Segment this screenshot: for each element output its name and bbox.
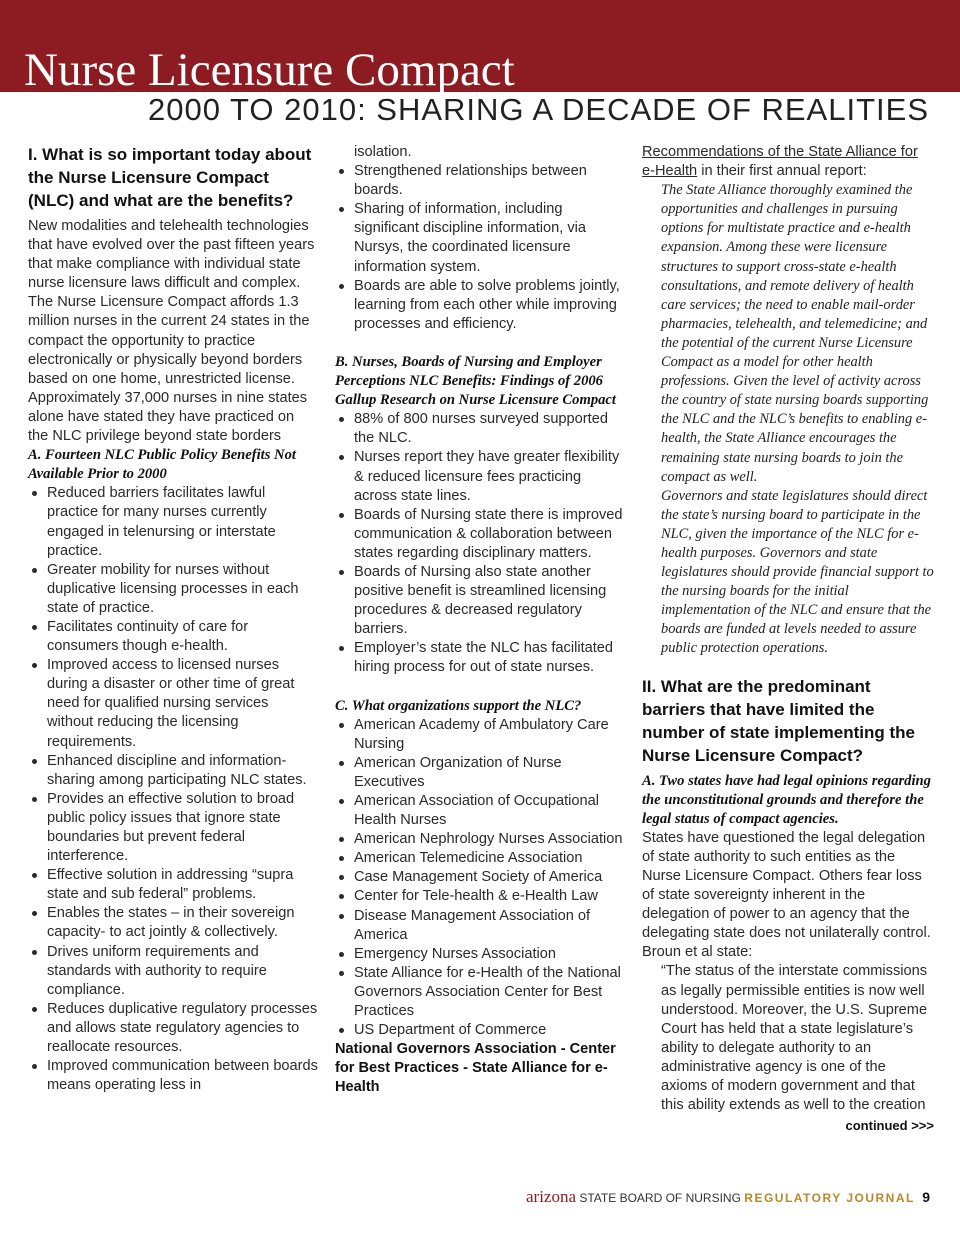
list-item: Center for Tele-health & e-Health Law [335,887,627,906]
findings-list [335,410,627,677]
list-item: Enables the states – in their sovereign capacity- to act jointly & collectively. [28,904,318,942]
list-item: Boards of Nursing state there is improved communication & collaboration between states regarding disciplinary matters. [335,506,627,563]
list-item: American Association of Occupational Health Nurses [335,792,627,830]
list-item: Enhanced discipline and information-sharing among participating NLC states. [28,752,318,790]
list-item: Strengthened relationships between boards. [335,162,627,200]
list-item: State Alliance for e-Health of the National Governors Association Center for Best Practices [335,964,627,1021]
list-item: US Department of Commerce [335,1021,627,1040]
column-2 [335,143,627,1098]
page-footer [526,1187,930,1207]
continued-label: continued >>> [845,1118,934,1134]
question-1-heading: I. What is so important today about the Nurse Licensure Compact (NLC) and what are the benefits? [28,145,312,210]
recommendations-link[interactable]: Recommendations of the State Alliance for e-Health [642,144,918,180]
list-item: Employer’s state the NLC has facilitated hiring process for out of state nurses. [335,639,627,677]
page-number: 9 [922,1189,930,1205]
list-item: Improved communication between boards means operating less in [28,1057,318,1095]
intro-paragraph: New modalities and telehealth technologies that have evolved over the past fifteen years that make compliance with individual state nurse licensure laws difficult and complex. The Nurse Licensure Compact affords 1.3 million nurses in the current 24 states in the compact the opportunity to practice electronically or physically beyond borders based on one home, unrestricted license. Approximately 37,000 nurses in nine states alone have stated they have practiced on the NLC privilege beyond state borders [28,218,315,445]
nga-heading: National Governors Association - Center for Best Practices - State Alliance for e-Health [335,1041,616,1096]
list-item: Facilitates continuity of care for consumers though e-health. [28,618,318,656]
continued-text: isolation. [354,144,412,160]
board-name: STATE BOARD OF NURSING [579,1191,741,1205]
list-item: Nurses report they have greater flexibility & reduced licensure fees practicing across state lines. [335,448,627,505]
list-item: Sharing of information, including significant discipline information, via Nursys, the coordinated licensure information system. [335,200,627,276]
section-a-heading: A. Fourteen NLC Public Policy Benefits Not Available Prior to 2000 [28,447,296,483]
list-item: Boards are able to solve problems jointly, learning from each other while improving processes and efficiency. [335,277,627,334]
section-a2-heading: A. Two states have had legal opinions regarding the unconstitutional grounds and therefore the legal status of compact agencies. [642,772,931,827]
list-item: Provides an effective solution to broad public policy issues that ignore state boundaries but prevent federal interference. [28,790,318,866]
list-item: Drives uniform requirements and standards with authority to require compliance. [28,943,318,1000]
journal-name: REGULATORY JOURNAL [744,1191,915,1205]
list-item: Reduced barriers facilitates lawful practice for many nurses currently engaged in telenursing or interstate practice. [28,484,318,560]
section-c-heading: C. What organizations support the NLC? [335,697,582,714]
benefits-list-continued [335,162,627,334]
alliance-quote-1: The State Alliance thoroughly examined the opportunities and challenges in pursuing options for multistate practice and e-health expansion. Among these were licensure structures to support cross-state e-health consultations, and remote delivery of health care services; the need to enable mail-order pharmacies, telehealth, and telemedicine; and the potential of the current Nurse Licensure Compact as a model for other health professions. Given the level of activity across the country of state nursing boards supporting the NLC and the NLC’s benefits to enabling e-health, the State Alliance encourages the remaining state nursing boards to join the compact as well. [661,182,929,485]
list-item: Improved access to licensed nurses during a disaster or other time of great need for qualified nursing services without reducing the licensing requirements. [28,656,318,751]
recommendations-intro [642,143,934,181]
list-item: Reduces duplicative regulatory processes and allows state regulatory agencies to reallocate resources. [28,1000,318,1057]
list-item: Greater mobility for nurses without duplicative licensing processes in each state of practice. [28,561,318,618]
arizona-logo: arizona [525,1187,577,1206]
list-item: Emergency Nurses Association [335,945,627,964]
page-subtitle: 2000 TO 2010: SHARING A DECADE OF REALITIES [148,92,929,127]
list-item: Disease Management Association of America [335,907,627,945]
list-item: Case Management Society of America [335,868,627,887]
list-item: American Organization of Nurse Executives [335,754,627,792]
barriers-paragraph: States have questioned the legal delegation of state authority to such entities as the Nurse Licensure Compact. Others fear loss of state sovereignty inherent in the delegation of power to an agency that the delegating state does not unilaterally control. Broun et al state: [642,829,931,961]
broun-quote: “The status of the interstate commissions as legally permissible entities is now well understood. Moreover, the U.S. Supreme Court has held that a state legislature’s ability to delegate authority to an administrative agency is one of the axioms of modern government and that this ability extends as well to the creation [661,963,928,1114]
list-item: Effective solution in addressing “supra state and sub federal” problems. [28,866,318,904]
list-item: Boards of Nursing also state another positive benefit is streamlined licensing procedures & decreased regulatory barriers. [335,563,627,639]
list-item: American Academy of Ambulatory Care Nursing [335,716,627,754]
organizations-list [335,716,627,1041]
list-item: American Telemedicine Association [335,849,627,868]
list-item: American Nephrology Nurses Association [335,830,627,849]
question-2-heading: II. What are the predominant barriers that have limited the number of state implementing the Nurse Licensure Compact? [642,676,915,765]
column-1 [28,143,318,1095]
recommendations-intro-tail: in their first annual report: [697,163,867,180]
benefits-list [28,484,318,1095]
section-b-heading: B. Nurses, Boards of Nursing and Employer Perceptions NLC Benefits: Findings of 2006 Gallup Research on Nurse Licensure Compact [335,353,616,409]
page-title: Nurse Licensure Compact [24,44,515,96]
column-3 [642,143,934,1135]
alliance-quote-2: Governors and state legislatures should direct the state’s nursing board to participate in the NLC, given the importance of the NLC for e-health purposes. Governors and state legislatures should provide financial support to the nursing boards for the initial implementation of the NLC and ensure that the boards are funded at levels needed to assure public protection operations. [661,487,934,657]
list-item: 88% of 800 nurses surveyed supported the NLC. [335,410,627,448]
